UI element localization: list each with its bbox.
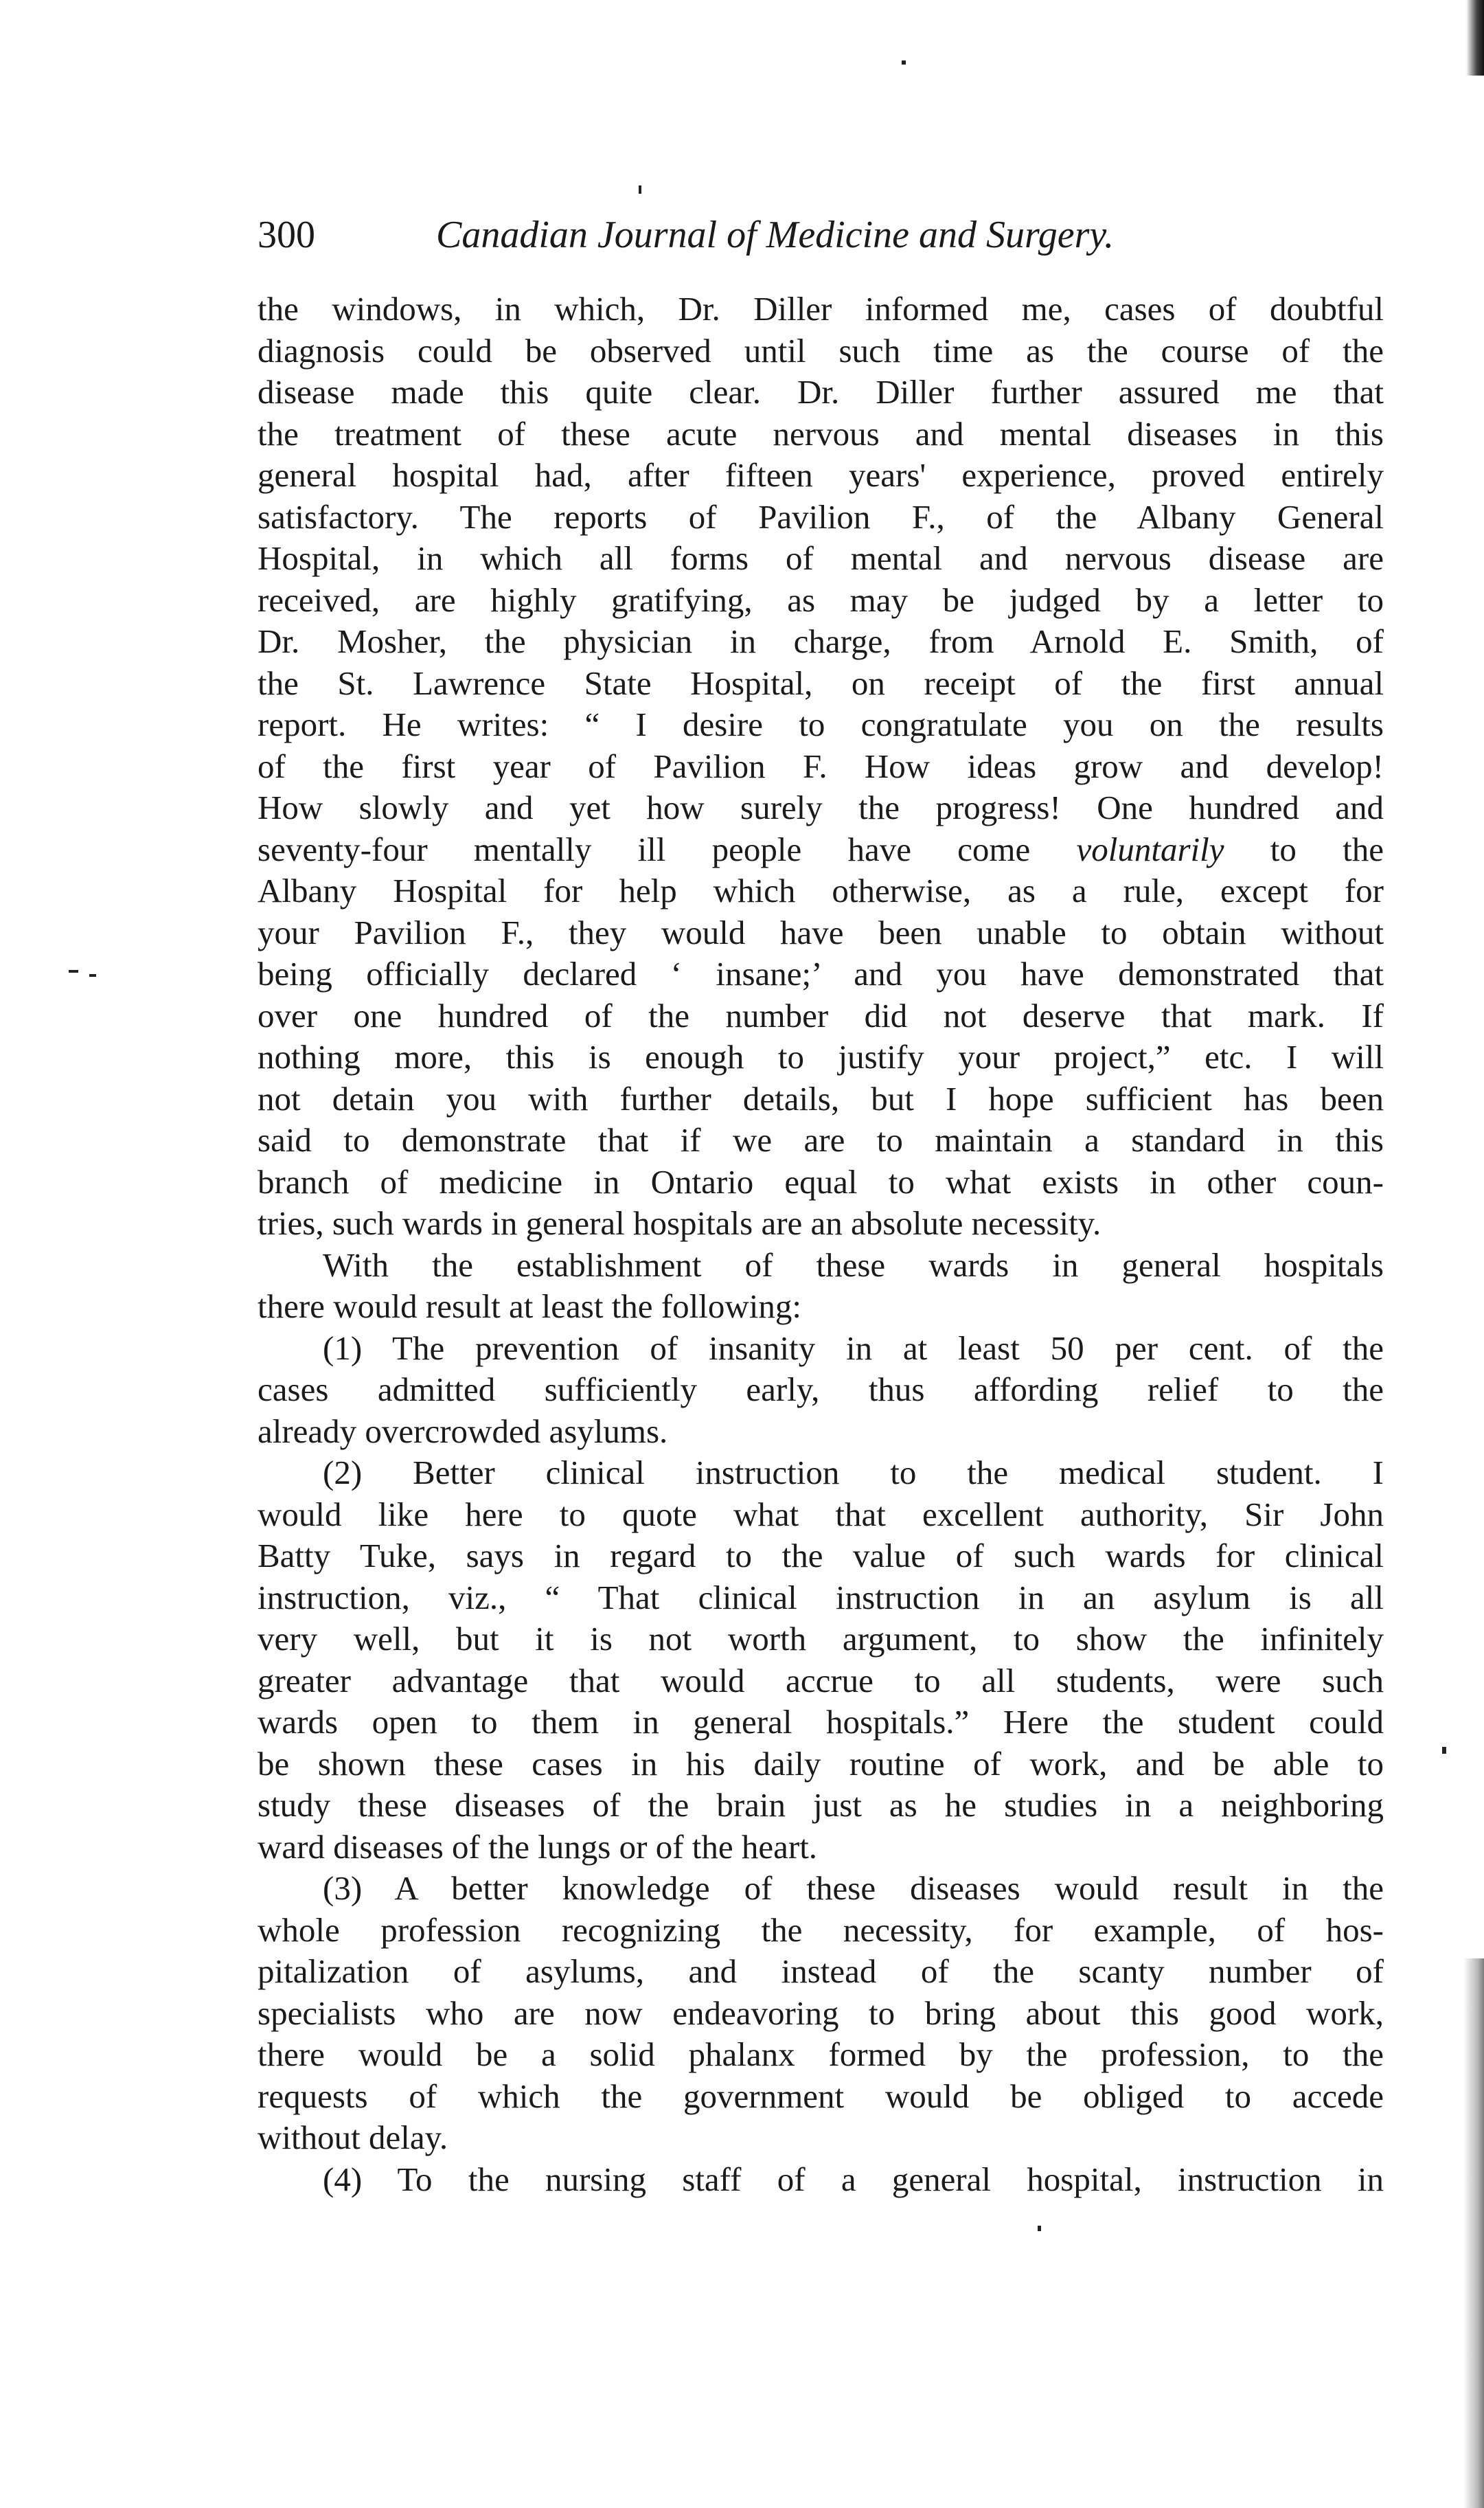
text-line: tries, such wards in general hospitals are an absolute necessity.: [258, 1204, 1101, 1242]
text-line: report. He writes: “ I desire to congratulate you on the results: [258, 705, 1384, 743]
emphasized-word: voluntarily: [1076, 830, 1224, 868]
text-line: disease made this quite clear. Dr. Diller further assured me that: [258, 373, 1384, 411]
text-line: be shown these cases in his daily routine of work, and be able to: [258, 1744, 1384, 1783]
text-line: there would be a solid phalanx formed by the profession, to the: [258, 2035, 1384, 2073]
list-item-1-start: (1) The prevention of insanity in at least 50 per cent. of the: [323, 1329, 1384, 1367]
text-line: nothing more, this is enough to justify your project,” etc. I will: [258, 1038, 1384, 1076]
text-line: satisfactory. The reports of Pavilion F., of the Albany General: [258, 497, 1384, 536]
text-line: seventy-four mentally ill people have come voluntarily to the: [258, 830, 1384, 868]
text-line: received, are highly gratifying, as may be judged by a letter to: [258, 580, 1384, 619]
paragraph-start-line: With the establishment of these wards in general hospitals: [323, 1245, 1384, 1284]
text-line: general hospital had, after fifteen years' experience, proved entirely: [258, 456, 1384, 494]
text-line: said to demonstrate that if we are to maintain a standard in this: [258, 1121, 1384, 1159]
scan-edge-shadow: [1463, 1958, 1484, 2508]
text-line: How slowly and yet how surely the progress! One hundred and: [258, 789, 1384, 826]
article-body: [258, 289, 1384, 2200]
text-line: the windows, in which, Dr. Diller informed me, cases of doubtful: [258, 290, 1384, 328]
text-line: of the first year of Pavilion F. How ideas grow and develop!: [258, 747, 1384, 785]
text-line: Dr. Mosher, the physician in charge, from Arnold E. Smith, of: [258, 622, 1384, 660]
scan-speck: [69, 970, 78, 973]
text-line: very well, but it is not worth argument, to show the infinitely: [258, 1620, 1384, 1658]
text-line: would like here to quote what that excellent authority, Sir John: [258, 1495, 1384, 1533]
scan-speck: [639, 185, 641, 194]
scan-speck: [902, 60, 906, 65]
scan-speck: [89, 974, 96, 977]
running-title: Canadian Journal of Medicine and Surgery.: [436, 214, 1115, 256]
text-line: over one hundred of the number did not deserve that mark. If: [258, 996, 1384, 1035]
text-line: greater advantage that would accrue to all students, were such: [258, 1661, 1384, 1699]
text-line: pitalization of asylums, and instead of the scanty number of: [258, 1952, 1384, 1990]
text-line: Albany Hospital for help which otherwise, as a rule, except for: [258, 872, 1384, 910]
text-line: diagnosis could be observed until such time as the course of the: [258, 331, 1384, 370]
scan-edge-mark: [1466, 0, 1484, 76]
list-item-4-start: (4) To the nursing staff of a general hospital, instruction in: [323, 2160, 1384, 2198]
text-line: cases admitted sufficiently early, thus affording relief to the: [258, 1370, 1384, 1408]
text-line: being officially declared ‘ insane;’ and you have demonstrated that: [258, 955, 1384, 993]
text-line: already overcrowded asylums.: [258, 1412, 668, 1450]
text-line: specialists who are now endeavoring to bring about this good work,: [258, 1993, 1384, 2032]
text-line: Hospital, in which all forms of mental and nervous disease are: [258, 539, 1384, 577]
page-number: 300: [258, 214, 315, 256]
text-line: study these diseases of the brain just as he studies in a neighboring: [258, 1786, 1384, 1824]
text-line: branch of medicine in Ontario equal to what exists in other coun-: [258, 1162, 1384, 1201]
text-line: instruction, viz., “ That clinical instruction in an asylum is all: [258, 1578, 1384, 1616]
text-line: the treatment of these acute nervous and mental diseases in this: [258, 414, 1384, 453]
text-line: there would result at least the following:: [258, 1287, 801, 1325]
text-line: requests of which the government would be obliged to accede: [258, 2077, 1384, 2115]
text-line: without delay.: [258, 2119, 448, 2156]
text-line: your Pavilion F., they would have been unable to obtain without: [258, 913, 1384, 951]
text-line: the St. Lawrence State Hospital, on receipt of the first annual: [258, 664, 1384, 702]
page-header: [258, 206, 1219, 268]
text-line: Batty Tuke, says in regard to the value of such wards for clinical: [258, 1537, 1384, 1574]
scan-speck: [1442, 1747, 1446, 1754]
text-line: whole profession recognizing the necessity, for example, of hos-: [258, 1910, 1384, 1949]
list-item-3-start: (3) A better knowledge of these diseases would result in the: [323, 1869, 1384, 1907]
text-line: not detain you with further details, but I hope sufficient has been: [258, 1079, 1384, 1118]
scan-speck: [1038, 2226, 1041, 2231]
text-line: wards open to them in general hospitals.” Here the student could: [258, 1703, 1384, 1741]
text-line: ward diseases of the lungs or of the heart.: [258, 1827, 818, 1866]
list-item-2-start: (2) Better clinical instruction to the medical student. I: [323, 1454, 1384, 1491]
